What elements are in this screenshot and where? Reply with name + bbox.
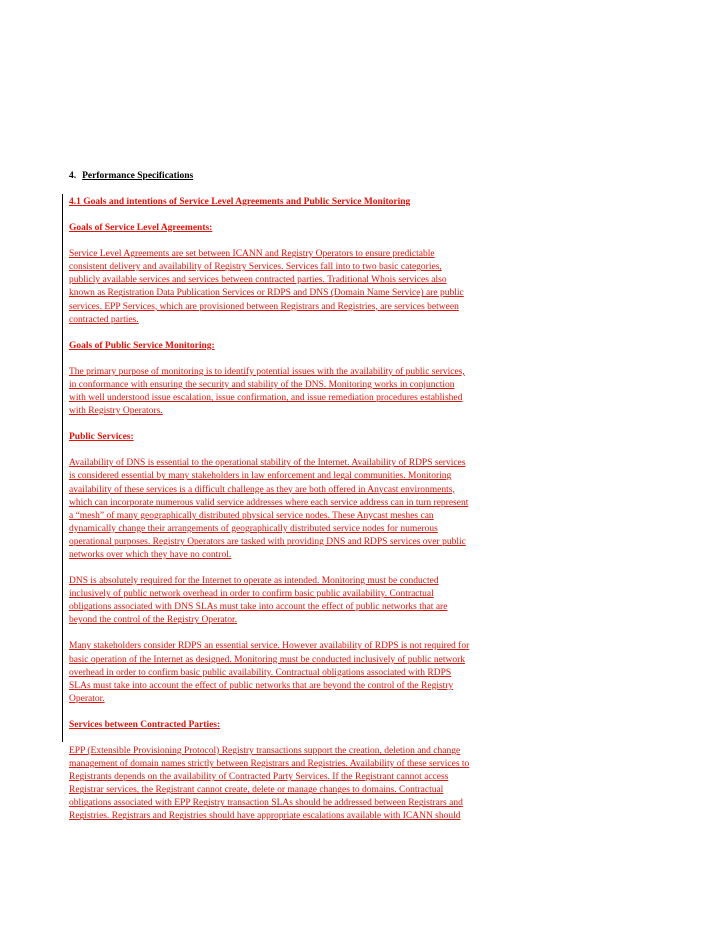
text-line: dynamically change their arrangements of geographically distributed service nodes for numerous xyxy=(69,523,438,534)
section-heading xyxy=(69,170,509,183)
text-line: Registries. Registrars and Registries should have appropriate escalations available with ICANN should xyxy=(69,811,461,822)
paragraph xyxy=(69,457,509,562)
text-line: beyond the control of the Registry Operator. xyxy=(69,615,238,626)
text-line: Many stakeholders consider RDPS an essential service. However availability of RDPS is not required for xyxy=(69,641,470,652)
text-line: publicly available services and services between contracted parties. Traditional Whois services also xyxy=(69,275,447,286)
text-line: Availability of DNS is essential to the operational stability of the Internet. Availability of RDPS services xyxy=(69,458,466,469)
text-line: SLAs must take into account the effect of public networks that are beyond the control of the Registry xyxy=(69,680,454,691)
text-line: The primary purpose of monitoring is to identify potential issues with the availability of public services, xyxy=(69,366,465,377)
paragraph xyxy=(69,745,509,824)
block-heading: Goals of Service Level Agreements: xyxy=(69,223,213,234)
text-line: operational purposes. Registry Operators are tasked with providing DNS and RDPS services over public xyxy=(69,536,466,547)
text-line: which can incorporate numerous valid service addresses where each service address can in turn represent xyxy=(69,497,469,508)
text-line: a “mesh” of many geographically distributed physical service nodes. These Anycast meshes can xyxy=(69,510,434,521)
block-heading: Goals of Public Service Monitoring: xyxy=(69,340,215,351)
text-line: services. EPP Services, which are provisioned between Registrars and Registries, are services between xyxy=(69,301,459,312)
content-blocks xyxy=(69,222,509,823)
text-line: is considered essential by many stakeholders in law enforcement and legal communities. Monitoring xyxy=(69,471,452,482)
text-line: in conformance with ensuring the security and stability of the DNS. Monitoring works in conjunction xyxy=(69,379,455,390)
text-line: availability of these services is a difficult challenge as they are both offered in Anycast environments, xyxy=(69,484,455,495)
revision-change-bar xyxy=(62,194,63,742)
text-line: basic operation of the Internet as designed. Monitoring must be conducted inclusively of public network xyxy=(69,654,465,665)
text-line: consistent delivery and availability of Registry Services. Services fall into to two basic categories, xyxy=(69,262,442,273)
paragraph xyxy=(69,248,509,327)
text-line: Registrants depends on the availability of Contracted Party Services. If the Registrant cannot access xyxy=(69,772,449,783)
text-line: EPP (Extensible Provisioning Protocol) Registry transactions support the creation, deletion and change xyxy=(69,746,461,756)
text-line: with well understood issue escalation, issue confirmation, and issue remediation procedures established xyxy=(69,393,463,404)
text-line: obligations associated with EPP Registry transaction SLAs should be addressed between Registrars and xyxy=(69,798,463,809)
block-heading: Public Services: xyxy=(69,432,134,443)
text-line: with Registry Operators. xyxy=(69,406,163,417)
text-line: obligations associated with DNS SLAs must take into account the effect of public networks that are xyxy=(69,602,448,613)
subsection-title: 4.1 Goals and intentions of Service Level Agreements and Public Service Monitoring xyxy=(69,197,411,207)
text-line: contracted parties. xyxy=(69,314,139,325)
paragraph xyxy=(69,640,509,705)
text-line: Operator. xyxy=(69,693,105,704)
section-number: 4. xyxy=(69,171,77,181)
paragraph xyxy=(69,366,509,418)
text-line: Service Level Agreements are set between ICANN and Registry Operators to ensure predictable xyxy=(69,249,435,260)
section-title: Performance Specifications xyxy=(82,171,194,181)
text-line: known as Registration Data Publication Services or RDPS and DNS (Domain Name Service) are public xyxy=(69,288,464,299)
document-body xyxy=(69,170,509,824)
text-line: DNS is absolutely required for the Internet to operate as intended. Monitoring must be conducted xyxy=(69,576,439,587)
text-line: networks over which they have no control. xyxy=(69,549,232,560)
text-line: inclusively of public network overhead in order to confirm basic public availability. Contractual xyxy=(69,589,434,600)
text-line: management of domain names strictly between Registrars and Registries. Availability of these services to xyxy=(69,759,470,770)
text-line: Registrar services, the Registrant cannot create, delete or manage changes to domains. Contractual xyxy=(69,785,444,796)
paragraph xyxy=(69,575,509,627)
text-line: overhead in order to confirm basic public availability. Contractual obligations associated with RDPS xyxy=(69,667,452,678)
block-heading: Services between Contracted Parties: xyxy=(69,719,221,730)
